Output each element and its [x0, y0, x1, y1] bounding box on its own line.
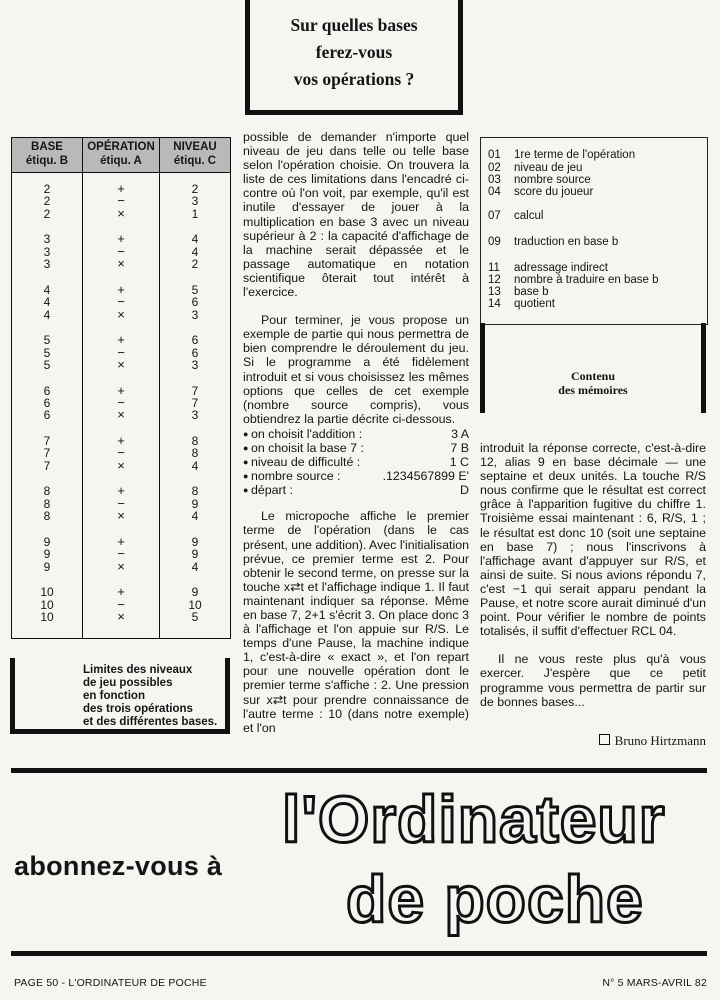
- operation-cell: ×: [117, 609, 125, 624]
- caption-line: Limites des niveaux: [83, 664, 193, 676]
- list-item: 11 adressage indirect: [488, 262, 608, 274]
- niveau-cell: 3: [191, 408, 199, 423]
- base-cell: 10: [40, 585, 54, 600]
- list-item: 01 1re terme de l'opération: [488, 149, 636, 161]
- base-cell: 5: [43, 333, 51, 348]
- operation-cell: +: [117, 231, 125, 247]
- list-item: ● on choisit la base 7 : 7 B: [243, 441, 469, 455]
- magazine-logo: [276, 772, 706, 942]
- base-cell: 3: [43, 232, 51, 247]
- operation-cell: −: [117, 344, 125, 360]
- list-item: 12 nombre à traduire en base b: [488, 274, 659, 286]
- paragraph: possible de demander n'importe quel niveau de jeu dans telle ou telle base selon l'opération choisie. On trouvera la liste de ces limitations dans l'encadré ci-contre où l'on voit, par exemple, qu'il est inutile d'essayer de jouer à la multiplication en base 3 avec un niveau supérieur à 2 : la capacité d'affichage de la machine serait dépassée et le passage automatique en notation scientifique ôterait tout intérêt à l'exercice.: [243, 130, 469, 300]
- author-signature: Bruno Hirtzmann: [560, 733, 706, 749]
- base-cell: 5: [43, 345, 51, 360]
- table-caption: [10, 658, 230, 734]
- niveau-cell: 9: [191, 585, 199, 600]
- operation-cell: ×: [117, 357, 125, 372]
- operation-cell: +: [117, 181, 125, 196]
- niveau-cell: 8: [191, 484, 199, 499]
- footer-issue-info: N° 5 MARS-AVRIL 82: [602, 977, 707, 989]
- footer-page-info: PAGE 50 - L'ORDINATEUR DE POCHE: [14, 977, 207, 989]
- middle-column: [243, 130, 469, 735]
- operation-cell: +: [117, 483, 125, 499]
- niveau-cell: 5: [191, 610, 199, 624]
- base-cell: 5: [43, 358, 51, 372]
- operation-cell: +: [117, 281, 125, 297]
- base-cell: 8: [43, 509, 51, 524]
- base-cell: 6: [43, 383, 51, 398]
- list-item: ● niveau de difficulté : 1 C: [243, 455, 469, 469]
- caption-line: des trois opérations: [83, 703, 193, 715]
- operation-cell: ×: [117, 306, 125, 322]
- niveau-cell: 5: [191, 282, 199, 297]
- divider: [11, 951, 707, 956]
- list-item: 04 score du joueur: [488, 186, 594, 198]
- niveau-cell: 4: [191, 458, 199, 473]
- title-line: vos opérations ?: [293, 69, 415, 89]
- operation-cell: +: [117, 533, 125, 549]
- list-item: 03 nombre source: [488, 174, 591, 186]
- base-cell: 3: [43, 244, 51, 259]
- logo-line-1: l'Ordinateur: [282, 782, 666, 856]
- list-item: 02 niveau de jeu: [488, 162, 583, 174]
- column-divider: [82, 138, 83, 638]
- list-item: ● départ : D: [243, 483, 469, 497]
- list-item: ● on choisit l'addition : 3 A: [243, 427, 469, 441]
- bullet-list: [243, 427, 469, 497]
- memory-box: [480, 137, 708, 325]
- operation-cell: −: [117, 294, 125, 310]
- operation-cell: −: [117, 546, 125, 562]
- paragraph: Pour terminer, je vous propose un exemple de partie qui nous permettra de bien comprendre le déroulement du jeu. Si le programme a été fidèlement introduit et si vous choisissez les mêmes options que celles de cet exemple (nombre source compris), vous obtiendrez la partie décrite ci-dessous.: [243, 313, 469, 426]
- base-cell: 7: [43, 446, 51, 461]
- limits-table: [11, 137, 231, 639]
- caption-line: en fonction: [83, 690, 145, 702]
- frame-bar: [701, 323, 706, 413]
- base-cell: 4: [43, 282, 51, 297]
- operation-cell: −: [117, 395, 125, 410]
- square-icon: [599, 734, 610, 745]
- niveau-cell: 6: [191, 345, 199, 360]
- niveau-cell: 7: [191, 383, 199, 398]
- column-divider: [159, 138, 160, 638]
- niveau-cell: 4: [191, 559, 199, 574]
- memory-caption: Contenu des mémoires: [558, 369, 628, 397]
- title-line: Sur quelles bases: [290, 15, 418, 35]
- operation-cell: −: [117, 495, 125, 511]
- base-cell: 7: [43, 458, 51, 473]
- operation-cell: +: [117, 433, 125, 448]
- base-cell: 6: [43, 408, 51, 423]
- operation-cell: −: [117, 596, 125, 612]
- operation-cell: ×: [117, 457, 125, 473]
- list-item: ● nombre source : .1234567899 E': [243, 469, 469, 483]
- base-cell: 10: [40, 610, 54, 624]
- operation-cell: ×: [117, 205, 125, 221]
- operation-cell: +: [117, 382, 125, 398]
- niveau-cell: 4: [191, 509, 199, 524]
- niveau-cell: 8: [191, 434, 199, 448]
- list-item: 09 traduction en base b: [488, 236, 619, 248]
- base-cell: 4: [43, 307, 51, 322]
- base-cell: 9: [43, 547, 51, 562]
- niveau-cell: 2: [191, 182, 199, 196]
- niveau-cell: 8: [191, 446, 199, 461]
- box-title: [250, 12, 458, 93]
- operation-cell: −: [117, 445, 125, 461]
- niveau-cell: 9: [191, 534, 199, 549]
- base-cell: 6: [43, 396, 51, 410]
- operation-cell: ×: [117, 558, 125, 574]
- header-niveau: NIVEAU étiqu. C: [173, 141, 217, 167]
- operation-cell: ×: [117, 407, 125, 423]
- frame-bar: [480, 323, 485, 413]
- niveau-cell: 4: [191, 232, 199, 247]
- niveau-cell: 3: [191, 194, 199, 209]
- niveau-cell: 6: [191, 295, 199, 310]
- list-item: 14 quotient: [488, 298, 555, 310]
- operation-cell: ×: [117, 508, 125, 524]
- niveau-cell: 2: [191, 257, 199, 272]
- niveau-cell: 9: [191, 547, 199, 562]
- caption-line: et des différentes bases.: [83, 716, 218, 728]
- niveau-cell: 3: [191, 307, 199, 322]
- base-cell: 4: [43, 295, 51, 310]
- base-cell: 2: [43, 194, 51, 209]
- list-item: 07 calcul: [488, 210, 544, 222]
- memory-caption-box: [480, 323, 706, 413]
- base-cell: 8: [43, 484, 51, 499]
- niveau-cell: 10: [188, 597, 202, 612]
- niveau-cell: 4: [191, 244, 199, 259]
- title-box: [245, 0, 463, 115]
- title-line: ferez-vous: [315, 42, 393, 62]
- paragraph: Il ne vous reste plus qu'à vous exercer. J'espère que ce petit programme vous permettra de partir sur de bonnes bases...: [480, 652, 706, 709]
- list-item: 13 base b: [488, 286, 549, 298]
- niveau-cell: 6: [191, 333, 199, 348]
- base-cell: 2: [43, 206, 51, 221]
- base-cell: 3: [43, 257, 51, 272]
- niveau-cell: 3: [191, 358, 199, 372]
- paragraph: introduit la réponse correcte, c'est-à-dire 12, alias 9 en base décimale — une septaine et deux unités. La touche R/S nous confirme que le résultat est correct grâce à l'apparition fugitive du chiffre 1. Troisième essai maintenant : 6, R/S, 1 ; le résultat est donc 10 (soit une septaine en base 7) ; nous l'inscrivons à l'affichage avant d'appuyer sur R/S, et ainsi de suite. Si nous avions répondu 7, c'est −1 qui serait apparu pendant la Pause, et notre score aurait diminué d'un point. Pour vérifier le nombre de points totalisés, il suffit d'effectuer RCL 04.: [480, 441, 706, 639]
- operation-cell: −: [117, 243, 125, 259]
- operation-cell: −: [117, 193, 125, 209]
- operation-cell: +: [117, 332, 125, 348]
- niveau-cell: 1: [191, 206, 199, 221]
- base-cell: 8: [43, 496, 51, 511]
- base-cell: 9: [43, 534, 51, 549]
- niveau-cell: 9: [191, 496, 199, 511]
- operation-cell: +: [117, 584, 125, 600]
- paragraph: Le micropoche affiche le premier terme de l'opération (dans le cas présent, une addition). Avec l'initialisation prévue, ce premier terme est 2. Pour obtenir le second terme, on presse sur la touche x⇄t et l'affichage indique 1. Il faut maintenant indiquer sa réponse. Même en base 7, 2+1 s'écrit 3. On place donc 3 à l'affichage et l'on appuie sur R/S. Le temps d'une Pause, la machine indique 1, c'est-à-dire « exact », et l'on repart pour une nouvelle opération dont le premier terme s'affiche : 2. Une pression sur x⇄t pour prendre connaissance de l'autre terme : 10 (dans notre exemple) et l'on: [243, 509, 469, 735]
- operation-cell: ×: [117, 256, 125, 272]
- base-cell: 9: [43, 559, 51, 574]
- table-header: [12, 138, 230, 173]
- base-cell: 10: [40, 597, 54, 612]
- base-cell: 2: [43, 182, 51, 196]
- niveau-cell: 7: [191, 396, 199, 410]
- logo-line-2: de poche: [346, 862, 644, 936]
- header-base: BASE étiqu. B: [25, 141, 69, 167]
- subscribe-slogan: abonnez-vous à: [14, 851, 223, 881]
- caption-line: de jeu possibles: [83, 677, 173, 689]
- header-operation: OPÉRATION étiqu. A: [87, 141, 155, 167]
- base-cell: 7: [43, 434, 51, 448]
- right-column: [480, 441, 706, 709]
